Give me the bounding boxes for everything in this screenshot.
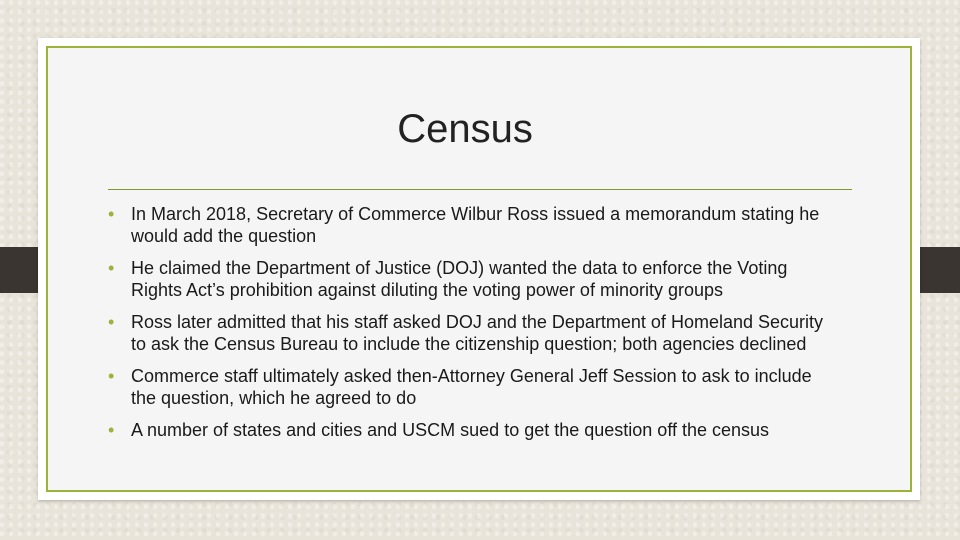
bullet-icon: • (108, 258, 115, 278)
bullet-text: He claimed the Department of Justice (DOJ) wanted the data to enforce the Voting Rights Act’s prohibition against diluting the voting power of minority groups (131, 258, 788, 300)
list-item (108, 311, 828, 355)
list-item (108, 257, 828, 301)
bullet-icon: • (108, 312, 115, 332)
bullet-list (108, 203, 828, 451)
list-item (108, 365, 828, 409)
list-item (108, 203, 828, 247)
bullet-text: A number of states and cities and USCM sued to get the question off the census (131, 420, 770, 440)
slide-title: Census (397, 107, 533, 151)
list-item (108, 419, 828, 441)
bullet-text: In March 2018, Secretary of Commerce Wilbur Ross issued a memorandum stating he would add the question (131, 204, 820, 246)
bullet-icon: • (108, 366, 115, 386)
bullet-text: Ross later admitted that his staff asked DOJ and the Department of Homeland Security to ask the Census Bureau to include the citizenship question; both agencies declined (131, 312, 824, 354)
bullet-icon: • (108, 204, 115, 224)
bullet-icon: • (108, 420, 115, 440)
title-divider (108, 189, 852, 190)
bullet-text: Commerce staff ultimately asked then-Attorney General Jeff Session to ask to include the question, which he agreed to do (131, 366, 812, 408)
